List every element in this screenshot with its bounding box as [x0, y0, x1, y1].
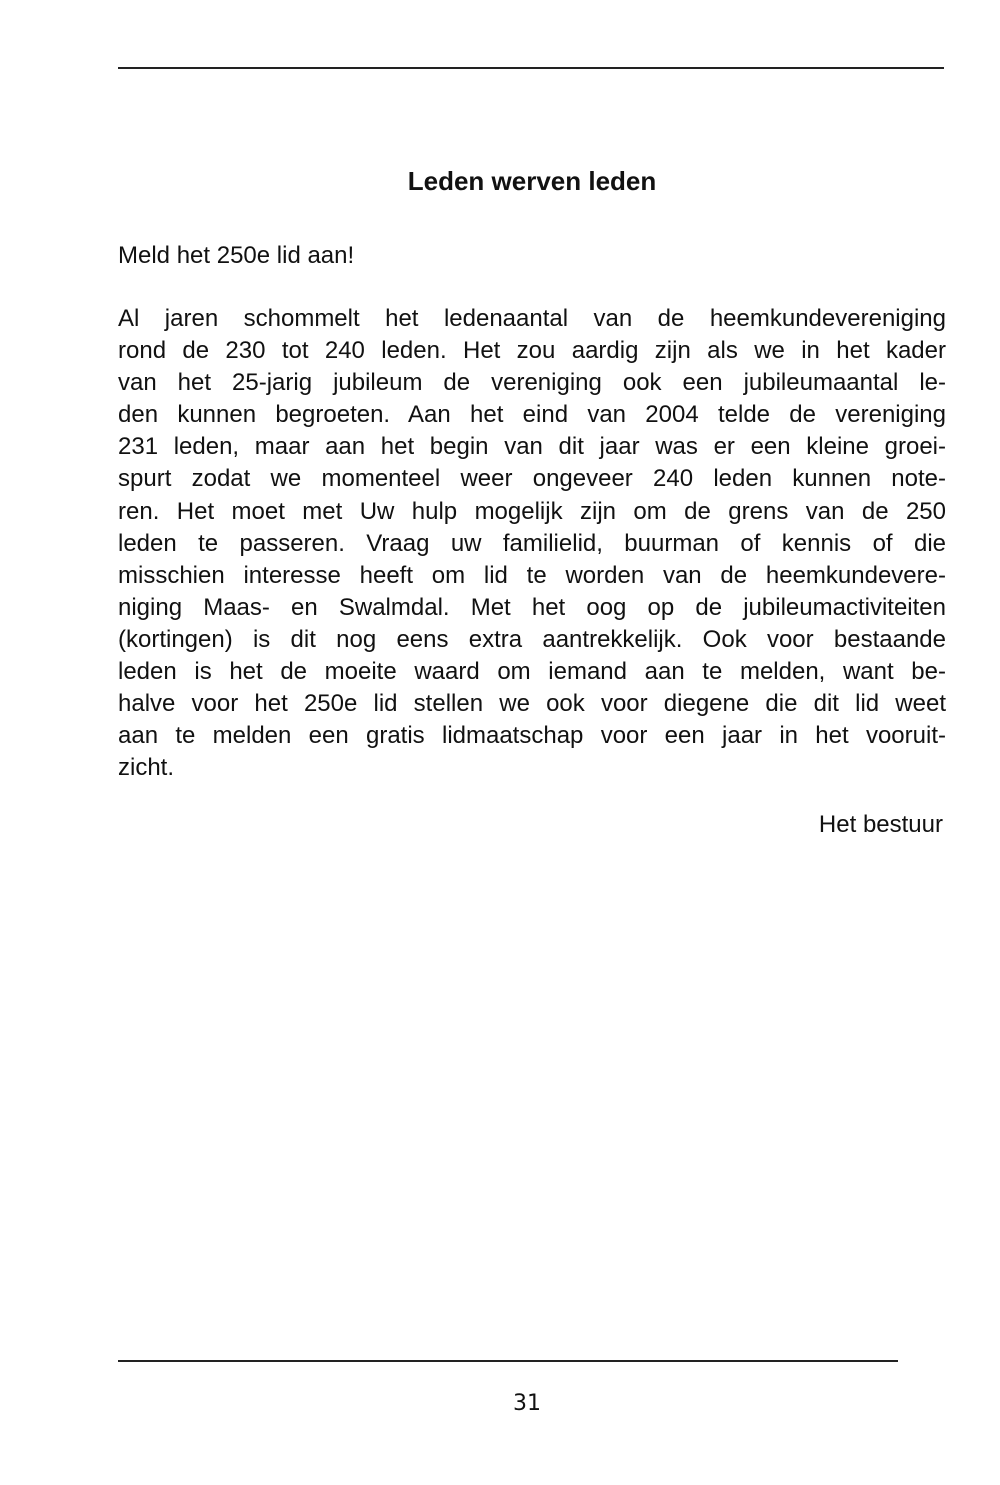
body-line: aan te melden een gratis lidmaatschap voor een jaar in het vooruit-: [118, 722, 946, 750]
body-line: zicht.: [118, 754, 175, 782]
body-line: leden is het de moeite waard om iemand aan te melden, want be-: [118, 658, 946, 686]
article-body: [118, 303, 946, 784]
body-line: leden te passeren. Vraag uw familielid, buurman of kennis of die: [118, 529, 946, 557]
body-line: ren. Het moet met Uw hulp mogelijk zijn om de grens van de 250: [118, 497, 946, 525]
body-line: Al jaren schommelt het ledenaantal van de heemkundevereniging: [118, 305, 946, 332]
body-line: misschien interesse heeft om lid te worden van de heemkundevere-: [118, 561, 946, 589]
body-line: (kortingen) is dit nog eens extra aantrekkelijk. Ook voor bestaande: [118, 625, 946, 653]
body-line: niging Maas- en Swalmdal. Met het oog op de jubileumactiviteiten: [118, 593, 946, 621]
body-line: 231 leden, maar aan het begin van dit jaar was er een kleine groei-: [118, 433, 946, 461]
footer-rule: [118, 1360, 898, 1362]
header-rule: [118, 67, 944, 69]
body-line: van het 25-jarig jubileum de vereniging ook een jubileumaantal le-: [118, 369, 946, 397]
body-line: den kunnen begroeten. Aan het eind van 2004 telde de vereniging: [118, 401, 946, 429]
body-line: halve voor het 250e lid stellen we ook voor diegene die dit lid weet: [118, 690, 946, 718]
page-number: 31: [513, 1391, 541, 1416]
body-line: spurt zodat we momenteel weer ongeveer 240 leden kunnen note-: [118, 465, 946, 493]
article-title: Leden werven leden: [407, 166, 657, 196]
body-line: rond de 230 tot 240 leden. Het zou aardig zijn als we in het kader: [118, 337, 946, 365]
intro-line: Meld het 250e lid aan!: [118, 242, 355, 269]
signature: Het bestuur: [818, 811, 943, 838]
